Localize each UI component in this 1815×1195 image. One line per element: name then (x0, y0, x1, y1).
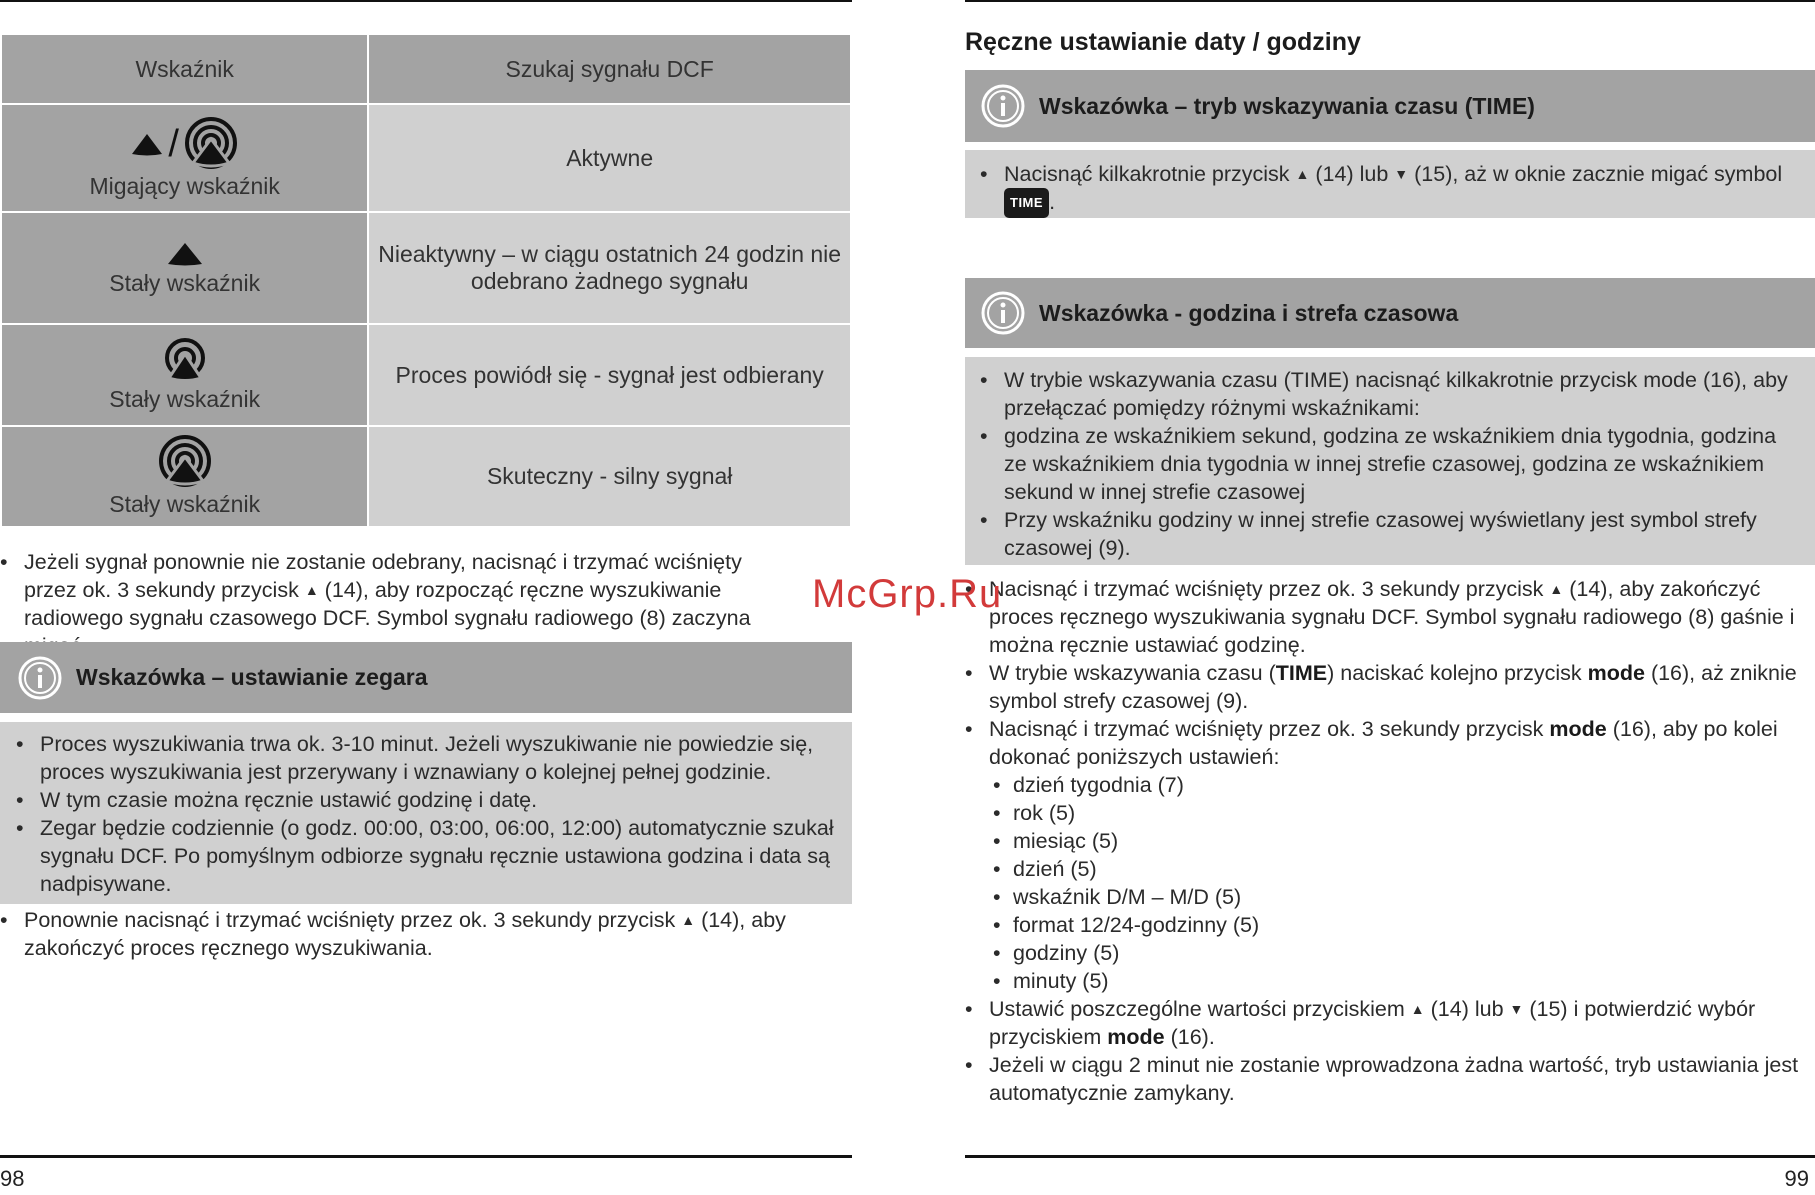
list-item: • Przy wskaźniku godziny w innej strefie czasowej wyświetlany jest symbol strefy czasowej (9). (980, 506, 1802, 562)
dcf-indicator-table (0, 33, 852, 528)
note-title: Wskazówka – ustawianie zegara (76, 664, 428, 690)
antenna-signal-icon (183, 117, 239, 171)
list-item: • miesiąc (5) (993, 827, 1813, 855)
indicator-label: Stały wskaźnik (109, 269, 261, 296)
triangle-icon (166, 240, 204, 268)
info-icon (981, 291, 1025, 335)
list-item: • godzina ze wskaźnikiem sekund, godzina ze wskaźnikiem dnia tygodnia, godzina ze wskaźnikiem dnia tygodnia w innej strefie czasowej, godzina ze wskaźnikiem sekund w innej strefie czasowej (980, 422, 1802, 506)
note-title: Wskazówka – tryb wskazywania czasu (TIME) (1039, 92, 1535, 119)
settings-sublist (993, 771, 1813, 995)
list-item: • Jeżeli w ciągu 2 minut nie zostanie wprowadzona żadna wartość, tryb ustawiania jest automatycznie zamykany. (965, 1051, 1813, 1107)
list-item: • Jeżeli sygnał ponownie nie zostanie odebrany, nacisnąć i trzymać wciśnięty przez ok. 3 sekundy przycisk ▲ (14), aby rozpocząć ręczne wyszukiwanie radiowego sygnału czasowego DCF. Symbol sygnału radiowego (8) zaczyna (0, 548, 800, 660)
note-header-clock (0, 642, 852, 713)
list-item: • wskaźnik D/M – M/D (5) (993, 883, 1813, 911)
note-header-timezone (965, 278, 1815, 348)
status-cell: Skuteczny - silny sygnał (368, 426, 851, 527)
list-item: • W trybie wskazywania czasu (TIME) nacisnąć kilkakrotnie przycisk mode (16), aby przełączać pomiędzy różnymi wskaźnikami: (980, 366, 1802, 422)
list-item: • Proces wyszukiwania trwa ok. 3-10 minut. Jeżeli wyszukiwanie nie powiedzie się, proces wyszukiwania jest przerywany i wznawiany o kolejnej pełnej godzinie. (16, 730, 846, 786)
list-item: • rok (5) (993, 799, 1813, 827)
antenna-strong-signal-icon (157, 435, 213, 489)
status-cell: Proces powiódł się - sygnał jest odbierany (368, 324, 851, 426)
top-rule-right (965, 0, 1815, 2)
up-arrow-icon: ▲ (1549, 581, 1564, 597)
table-header-search: Szukaj sygnału DCF (368, 34, 851, 104)
note-clock-items (16, 730, 846, 898)
note-header-time-mode (965, 70, 1815, 142)
list-item: • dzień (5) (993, 855, 1813, 883)
list-item: • minuty (5) (993, 967, 1813, 995)
list-item: • Zegar będzie codziennie (o godz. 00:00, 03:00, 06:00, 12:00) automatycznie szukał sygnału DCF. Po pomyślnym odbiorze sygnału ręcznie ustawiona godzina i data są nadpisywane. (16, 814, 846, 898)
table-header-indicator: Wskaźnik (1, 34, 368, 104)
note-time-mode-items (980, 160, 1800, 218)
up-arrow-icon: ▲ (1295, 166, 1310, 182)
status-cell: Aktywne (368, 104, 851, 212)
indicator-label: Migający wskaźnik (89, 172, 280, 199)
slash-glyph: / (168, 122, 179, 165)
list-item: • Ustawić poszczególne wartości przyciskiem ▲ (14) lub ▼ (15) i potwierdzić wybór przyciskiem mode (16). (965, 995, 1813, 1051)
watermark: McGrp.Ru (812, 572, 1003, 616)
table-header-row (1, 34, 851, 104)
list-item: • format 12/24-godzinny (5) (993, 911, 1813, 939)
list-item: • Nacisnąć i trzymać wciśnięty przez ok. 3 sekundy przycisk ▲ (14), aby zakończyć proces ręcznego wyszukiwania sygnału DCF. Symbol sygnału radiowego (8) gaśnie i można ręcznie ustawiać godzinę. (965, 575, 1813, 659)
antenna-signal-icon (163, 338, 207, 384)
down-arrow-icon: ▼ (1394, 166, 1409, 182)
list-item: • W trybie wskazywania czasu (TIME) naciskać kolejno przycisk mode (16), aż zniknie symbol strefy czasowej (9). (965, 659, 1813, 715)
down-arrow-icon: ▼ (1509, 1001, 1524, 1017)
right-main-bullets (965, 575, 1813, 1107)
list-item: • Nacisnąć kilkakrotnie przycisk ▲ (14) lub ▼ (15), aż w oknie zacznie migać symbol TIME . (980, 160, 1800, 218)
time-badge: TIME (1004, 188, 1049, 218)
up-arrow-icon: ▲ (681, 912, 696, 928)
table-row (1, 426, 851, 527)
page-number-left: 98 (0, 1166, 25, 1191)
info-icon (981, 84, 1025, 128)
table-row (1, 212, 851, 324)
indicator-label: Stały wskaźnik (109, 385, 261, 412)
status-cell: Nieaktywny – w ciągu ostatnich 24 godzin nie odebrano żadnego sygnału (368, 212, 851, 324)
left-bullets-bottom (0, 906, 845, 962)
note-timezone-items (980, 366, 1802, 562)
top-rule-left (0, 0, 852, 2)
list-item: • W tym czasie można ręcznie ustawić godzinę i datę. (16, 786, 846, 814)
list-item: • Nacisnąć i trzymać wciśnięty przez ok. 3 sekundy przycisk mode (16), aby po kolei dokonać poniższych ustawień: • dzień tygodnia (7) • rok (5) • miesiąc (5) • dzień (5) • wskaźnik D/M – M/D (5) • format 12/24-godzinny (5) • godziny (5) • minuty (5) (965, 715, 1813, 995)
note-title: Wskazówka - godzina i strefa czasowa (1039, 299, 1459, 326)
bottom-rule-left (0, 1155, 852, 1158)
section-heading: Ręczne ustawianie daty / godziny (965, 28, 1361, 56)
table-row (1, 324, 851, 426)
up-arrow-icon: ▲ (304, 582, 319, 598)
list-item: • dzień tygodnia (7) (993, 771, 1813, 799)
bottom-rule-right (965, 1155, 1815, 1158)
indicator-label: Stały wskaźnik (109, 491, 261, 517)
list-item: • Ponownie nacisnąć i trzymać wciśnięty przez ok. 3 sekundy przycisk ▲ (14), aby zakończyć proces ręcznego wyszukiwania. (0, 906, 845, 962)
triangle-icon (130, 130, 164, 158)
info-icon (18, 656, 62, 700)
up-arrow-icon: ▲ (1410, 1001, 1425, 1017)
table-row (1, 104, 851, 212)
list-item: • godziny (5) (993, 939, 1813, 967)
page-number-right: 99 (1784, 1166, 1809, 1191)
